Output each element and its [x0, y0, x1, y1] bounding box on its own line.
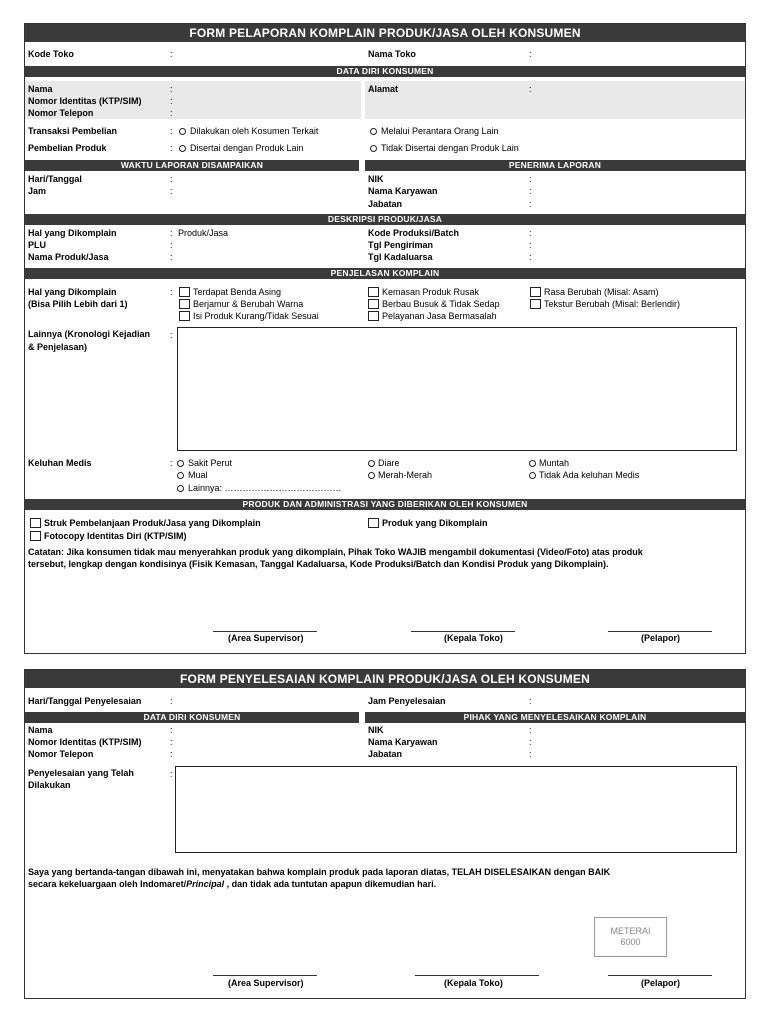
signature-kepala-toko: (Kepala Toko) [444, 978, 503, 988]
statement-text-cont [28, 879, 436, 890]
colon: : [529, 228, 532, 238]
complaint-option: Terdapat Benda Asing [193, 287, 282, 297]
signature-line-area-supervisor [213, 975, 317, 976]
signature-line-kepala-toko [411, 631, 515, 632]
plu-label: PLU [28, 240, 46, 250]
radio-merah-merah[interactable] [368, 472, 375, 479]
complaint-option: Tekstur Berubah (Misal: Berlendir) [544, 299, 681, 309]
signature-pelapor: (Pelapor) [641, 633, 681, 643]
bisa-pilih-note: (Bisa Pilih Lebih dari 1) [28, 299, 128, 309]
hari-tanggal-penyelesaian-label: Hari/Tanggal Penyelesaian [28, 696, 142, 706]
kode-produksi-label: Kode Produksi/Batch [368, 228, 460, 238]
colon: : [170, 696, 173, 706]
colon: : [170, 84, 173, 94]
produk-jasa-value: Produk/Jasa [178, 228, 229, 238]
penyelesaian-label: Penyelesaian yang Telah [28, 768, 134, 778]
section-bar-data-diri: DATA DIRI KONSUMEN [25, 66, 745, 77]
colon: : [529, 696, 532, 706]
section-bar-data-diri: DATA DIRI KONSUMEN [25, 712, 359, 723]
statement-part-a: secara kekeluargaan oleh Indomaret/ [28, 879, 187, 889]
tgl-kadaluarsa-label: Tgl Kadaluarsa [368, 252, 433, 262]
colon: : [170, 287, 173, 297]
signature-line-pelapor [608, 975, 712, 976]
signature-kepala-toko: (Kepala Toko) [444, 633, 503, 643]
section-bar-deskripsi: DESKRIPSI PRODUK/JASA [25, 214, 745, 225]
colon: : [529, 49, 532, 59]
hari-tanggal-label: Hari/Tanggal [28, 174, 82, 184]
signature-line-area-supervisor [213, 631, 317, 632]
colon: : [170, 143, 173, 153]
keluhan-medis-label: Keluhan Medis [28, 458, 92, 468]
nama-label: Nama [28, 725, 53, 735]
radio-sakit-perut[interactable] [177, 460, 184, 467]
radio-tidak-ada-keluhan[interactable] [529, 472, 536, 479]
checkbox-berjamur[interactable] [179, 299, 190, 309]
colon: : [170, 240, 173, 250]
nik-label: NIK [368, 174, 384, 184]
form-title: FORM PENYELESAIAN KOMPLAIN PRODUK/JASA OLEH KONSUMEN [25, 670, 745, 688]
colon: : [529, 240, 532, 250]
checkbox-benda-asing[interactable] [179, 287, 190, 297]
form-title: FORM PELAPORAN KOMPLAIN PRODUK/JASA OLEH KONSUMEN [25, 24, 745, 42]
struk-label: Struk Pembelanjaan Produk/Jasa yang Dikomplain [44, 518, 261, 528]
tgl-pengiriman-label: Tgl Pengiriman [368, 240, 434, 250]
statement-text: Saya yang bertanda-tangan dibawah ini, menyatakan bahwa komplain produk pada laporan diatas, TELAH DISELESAIKAN dengan BAIK [28, 867, 611, 877]
data-diri-shade-right [365, 81, 745, 119]
colon: : [529, 737, 532, 747]
checkbox-tekstur-berubah[interactable] [530, 299, 541, 309]
hal-dikomplain-label: Hal yang Dikomplain [28, 228, 117, 238]
colon: : [529, 174, 532, 184]
pembelian-produk-label: Pembelian Produk [28, 143, 107, 153]
colon: : [170, 186, 173, 196]
lainnya-label-cont: & Penjelasan) [28, 342, 88, 352]
statement-principal: Principal [186, 879, 225, 889]
checkbox-berbau-busuk[interactable] [368, 299, 379, 309]
colon: : [170, 458, 173, 468]
medis-option: Lainnya: ………………………………… [188, 483, 342, 493]
complaint-option: Berbau Busuk & Tidak Sedap [382, 299, 500, 309]
alamat-label: Alamat [368, 84, 399, 94]
nomor-telepon-label: Nomor Telepon [28, 749, 94, 759]
jabatan-label: Jabatan [368, 749, 403, 759]
produk-dikomplain-label: Produk yang Dikomplain [382, 518, 488, 528]
complaint-resolution-form [24, 669, 746, 999]
medis-option: Muntah [539, 458, 570, 468]
complaint-option: Kemasan Produk Rusak [382, 287, 480, 297]
hal-dikomplain-label-2: Hal yang Dikomplain [28, 287, 117, 297]
signature-line-kepala-toko [415, 975, 539, 976]
colon: : [170, 749, 173, 759]
pembelian-option-2: Tidak Disertai dengan Produk Lain [381, 143, 519, 153]
colon: : [170, 769, 173, 779]
radio-mual[interactable] [177, 472, 184, 479]
nama-karyawan-label: Nama Karyawan [368, 186, 438, 196]
section-bar-waktu: WAKTU LAPORAN DISAMPAIKAN [25, 160, 359, 171]
radio-lainnya-medis[interactable] [177, 485, 184, 492]
colon: : [170, 126, 173, 136]
radio-tidak-disertai-produk-lain[interactable] [370, 145, 377, 152]
pembelian-option-1: Disertai dengan Produk Lain [190, 143, 304, 153]
penyelesaian-label-cont: Dilakukan [28, 780, 71, 790]
nomor-identitas-label: Nomor Identitas (KTP/SIM) [28, 96, 142, 106]
section-bar-produk-admin: PRODUK DAN ADMINISTRASI YANG DIBERIKAN OLEH KONSUMEN [25, 499, 745, 510]
catatan-note-cont: tersebut, lengkap dengan kondisinya (Fisik Kemasan, Tanggal Kadaluarsa, Kode Produksi/Batch dan Kondisi Produk yang Dikomplain). [28, 559, 609, 569]
transaksi-option-2: Melalui Perantara Orang Lain [381, 126, 499, 136]
colon: : [170, 725, 173, 735]
signature-area-supervisor: (Area Supervisor) [228, 978, 304, 988]
radio-transaksi-perantara[interactable] [370, 128, 377, 135]
checkbox-struk[interactable] [30, 518, 41, 528]
colon: : [529, 725, 532, 735]
signature-line-pelapor [608, 631, 712, 632]
complaint-option: Pelayanan Jasa Bermasalah [382, 311, 497, 321]
medis-option: Sakit Perut [188, 458, 233, 468]
colon: : [529, 252, 532, 262]
meterai-stamp [594, 917, 667, 957]
kronologi-textarea[interactable] [177, 327, 737, 451]
nama-produk-label: Nama Produk/Jasa [28, 252, 109, 262]
signature-pelapor: (Pelapor) [641, 978, 681, 988]
nomor-telepon-label: Nomor Telepon [28, 108, 94, 118]
statement-part-b: , dan tidak ada tuntutan apapun dikemudian hari. [224, 879, 437, 889]
nomor-identitas-label: Nomor Identitas (KTP/SIM) [28, 737, 142, 747]
nama-label: Nama [28, 84, 53, 94]
colon: : [170, 228, 173, 238]
medis-option: Tidak Ada keluhan Medis [539, 470, 640, 480]
lainnya-label: Lainnya (Kronologi Kejadian [28, 329, 151, 339]
nama-karyawan-label: Nama Karyawan [368, 737, 438, 747]
transaksi-option-1: Dilakukan oleh Kosumen Terkait [190, 126, 319, 136]
catatan-note: Catatan: Jika konsumen tidak mau menyerahkan produk yang dikomplain, Pihak Toko WAJIB mengambil dokumentasi (Video/Foto) atas produk [28, 547, 643, 557]
colon: : [170, 108, 173, 118]
colon: : [529, 84, 532, 94]
complaint-report-form [24, 23, 746, 654]
complaint-option: Berjamur & Berubah Warna [193, 299, 304, 309]
jabatan-label: Jabatan [368, 199, 403, 209]
colon: : [170, 49, 173, 59]
signature-area-supervisor: (Area Supervisor) [228, 633, 304, 643]
section-bar-pihak: PIHAK YANG MENYELESAIKAN KOMPLAIN [365, 712, 745, 723]
colon: : [170, 96, 173, 106]
colon: : [529, 186, 532, 196]
jam-penyelesaian-label: Jam Penyelesaian [368, 696, 446, 706]
complaint-option: Isi Produk Kurang/Tidak Sesuai [193, 311, 319, 321]
penyelesaian-textarea[interactable] [175, 766, 737, 853]
colon: : [529, 199, 532, 209]
radio-muntah[interactable] [529, 460, 536, 467]
radio-transaksi-terkait[interactable] [179, 128, 186, 135]
radio-disertai-produk-lain[interactable] [179, 145, 186, 152]
meterai-value: 6000 [620, 937, 641, 947]
checkbox-pelayanan-jasa[interactable] [368, 311, 379, 321]
nik-label: NIK [368, 725, 384, 735]
section-bar-penjelasan: PENJELASAN KOMPLAIN [25, 268, 745, 279]
colon: : [529, 749, 532, 759]
colon: : [170, 330, 173, 340]
meterai-label: METERAI [610, 926, 651, 936]
radio-diare[interactable] [368, 460, 375, 467]
nama-toko-label: Nama Toko [368, 49, 416, 59]
medis-option: Diare [378, 458, 400, 468]
complaint-option: Rasa Berubah (Misal: Asam) [544, 287, 659, 297]
fotocopy-label: Fotocopy Identitas Diri (KTP/SIM) [44, 531, 187, 541]
colon: : [170, 174, 173, 184]
colon: : [170, 737, 173, 747]
checkbox-fotocopy[interactable] [30, 531, 41, 541]
checkbox-kemasan-rusak[interactable] [368, 287, 379, 297]
jam-label: Jam [28, 186, 47, 196]
kode-toko-label: Kode Toko [28, 49, 74, 59]
checkbox-rasa-berubah[interactable] [530, 287, 541, 297]
checkbox-produk-dikomplain[interactable] [368, 518, 379, 528]
checkbox-isi-kurang[interactable] [179, 311, 190, 321]
medis-option: Mual [188, 470, 208, 480]
medis-option: Merah-Merah [378, 470, 433, 480]
section-bar-penerima: PENERIMA LAPORAN [365, 160, 745, 171]
transaksi-pembelian-label: Transaksi Pembelian [28, 126, 118, 136]
colon: : [170, 252, 173, 262]
